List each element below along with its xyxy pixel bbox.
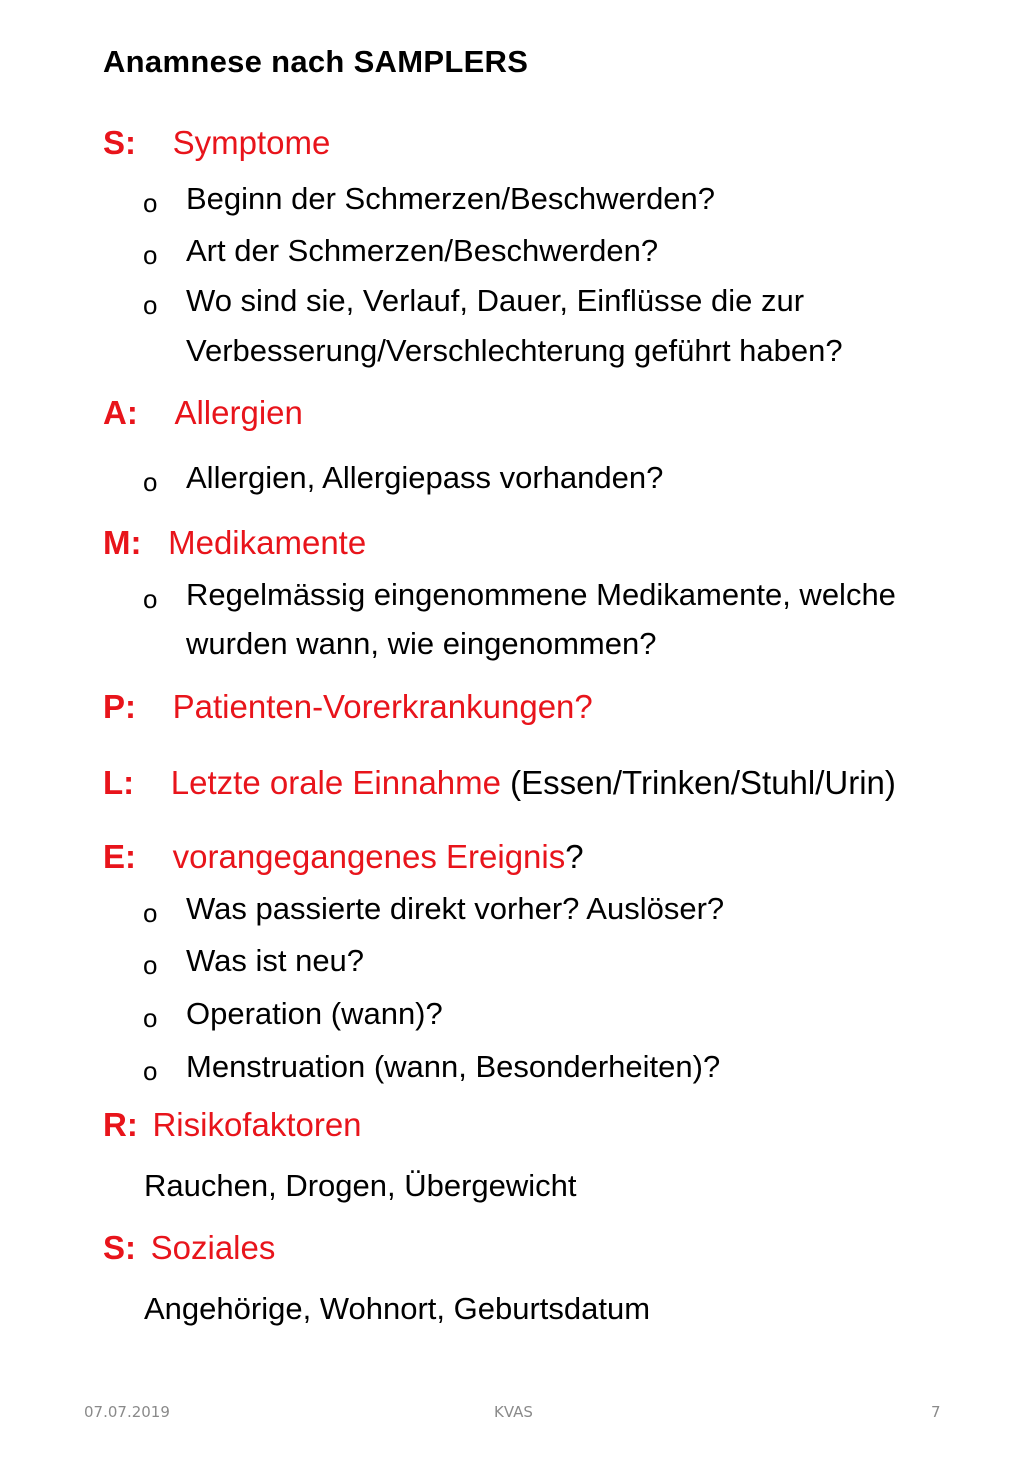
section-heading-suffix: ? (565, 838, 584, 875)
page-title: Anamnese nach SAMPLERS (103, 44, 529, 79)
list-item: Menstruation (wann, Besonderheiten)? (186, 1049, 721, 1084)
list-item: Regelmässig eingenommene Medikamente, welche (186, 577, 896, 612)
list-item: Art der Schmerzen/Beschwerden? (186, 233, 659, 268)
list-item-continuation: Verbesserung/Verschlechterung geführt haben? (186, 333, 843, 368)
section-key: R: (103, 1106, 138, 1143)
section-heading: Letzte orale Einnahme (170, 764, 501, 801)
section-key: S: (103, 124, 136, 161)
section-text: Rauchen, Drogen, Übergewicht (144, 1168, 577, 1203)
section-soziales-header (103, 1231, 275, 1264)
bullet-icon: o (143, 1003, 158, 1033)
section-text: Angehörige, Wohnort, Geburtsdatum (144, 1291, 651, 1326)
list-item: Was passierte direkt vorher? Auslöser? (186, 891, 725, 926)
list-item: Allergien, Allergiepass vorhanden? (186, 460, 664, 495)
section-risikofaktoren-header (103, 1108, 362, 1141)
section-medikamente-header (103, 526, 366, 559)
section-vorerkrankungen-header (103, 690, 593, 723)
section-heading: Symptome (172, 124, 331, 161)
list-item-continuation: wurden wann, wie eingenommen? (186, 626, 657, 661)
footer-page-number: 7 (931, 1403, 941, 1421)
list-item: Wo sind sie, Verlauf, Dauer, Einflüsse die zur (186, 283, 805, 318)
section-allergien-header (103, 396, 303, 429)
section-ereignis-header (103, 840, 584, 873)
section-heading: Allergien (174, 394, 303, 431)
bullet-icon: o (143, 188, 158, 218)
bullet-icon: o (143, 898, 158, 928)
section-key: P: (103, 688, 136, 725)
footer-center: KVAS (494, 1403, 533, 1421)
footer-date: 07.07.2019 (84, 1403, 170, 1421)
bullet-icon: o (143, 467, 158, 497)
bullet-icon: o (143, 240, 158, 270)
list-item: Operation (wann)? (186, 996, 443, 1031)
bullet-icon: o (143, 584, 158, 614)
section-key: S: (103, 1229, 136, 1266)
section-key: M: (103, 524, 142, 561)
section-heading: Medikamente (168, 524, 367, 561)
section-key: A: (103, 394, 138, 431)
section-key: L: (103, 764, 135, 801)
section-heading: vorangegangenes Ereignis (172, 838, 566, 875)
bullet-icon: o (143, 1056, 158, 1086)
section-key: E: (103, 838, 136, 875)
section-symptome-header (103, 126, 330, 159)
bullet-icon: o (143, 290, 158, 320)
section-letzte-einnahme-header (103, 766, 896, 799)
section-heading: Soziales (150, 1229, 276, 1266)
section-heading-suffix: (Essen/Trinken/Stuhl/Urin) (501, 764, 896, 801)
section-heading: Patienten-Vorerkrankungen? (172, 688, 593, 725)
bullet-icon: o (143, 950, 158, 980)
list-item: Was ist neu? (186, 943, 365, 978)
list-item: Beginn der Schmerzen/Beschwerden? (186, 181, 716, 216)
section-heading: Risikofaktoren (152, 1106, 362, 1143)
